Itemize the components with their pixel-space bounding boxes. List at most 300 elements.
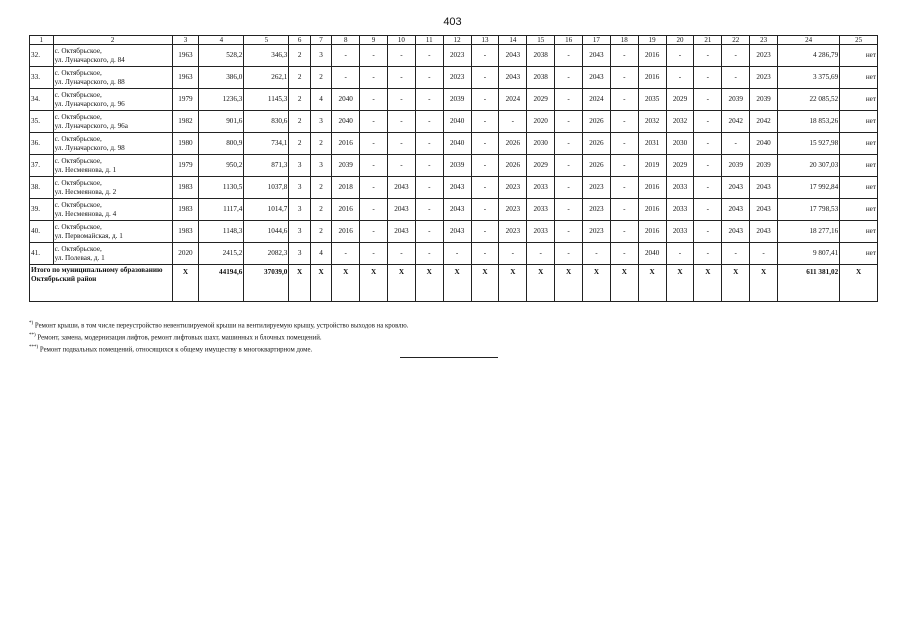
table-cell: 1236,3	[199, 89, 244, 111]
row-number: 39.	[30, 199, 54, 221]
table-cell: 2043	[499, 67, 527, 89]
table-cell: 2029	[666, 155, 694, 177]
table-cell: -	[694, 155, 722, 177]
table-cell: 950,2	[199, 155, 244, 177]
address-line: ул. Луначарского, д. 98	[54, 143, 125, 152]
address-line: с. Октябрьское,	[54, 91, 102, 100]
table-cell: 2043	[583, 67, 611, 89]
table-cell: 901,6	[199, 111, 244, 133]
table-cell: 2023	[443, 67, 471, 89]
table-cell: 528,2	[199, 45, 244, 67]
table-cell: -	[722, 243, 750, 265]
table-cell: 734,1	[244, 133, 289, 155]
column-number: 5	[244, 36, 289, 45]
row-number: 33.	[30, 67, 54, 89]
table-cell: 2038	[527, 45, 555, 67]
page-number: 403	[443, 16, 462, 28]
table-cell: 2030	[666, 133, 694, 155]
column-number: 12	[443, 36, 471, 45]
table-cell: 2	[289, 133, 310, 155]
total-cell: X	[387, 265, 415, 302]
address-line: ул. Несмеянова, д. 4	[54, 209, 117, 218]
table-cell: 2415,2	[199, 243, 244, 265]
table-cell: 17 992,84	[778, 177, 840, 199]
column-number: 9	[360, 36, 388, 45]
table-cell: -	[415, 45, 443, 67]
table-cell: 2023	[750, 67, 778, 89]
table-cell: 2043	[443, 221, 471, 243]
address-line: ул. Несмеянова, д. 1	[54, 165, 117, 174]
table-cell: 2023	[583, 221, 611, 243]
address-line: с. Октябрьское,	[54, 69, 102, 78]
table-cell: 22 085,52	[778, 89, 840, 111]
table-row	[30, 111, 878, 133]
table-cell: 2023	[499, 199, 527, 221]
table-header	[30, 36, 878, 45]
table-cell: 346,3	[244, 45, 289, 67]
table-cell: 1117,4	[199, 199, 244, 221]
table-cell: 2043	[750, 221, 778, 243]
total-cell: X	[471, 265, 499, 302]
table-cell: -	[387, 45, 415, 67]
table-cell: -	[610, 133, 638, 155]
table-cell: 2033	[666, 221, 694, 243]
table-cell: -	[666, 67, 694, 89]
table-cell: -	[583, 243, 611, 265]
table-cell: 2043	[443, 177, 471, 199]
row-number: 38.	[30, 177, 54, 199]
table-cell: -	[555, 177, 583, 199]
table-cell: -	[471, 177, 499, 199]
table-row	[30, 155, 878, 177]
table-cell: 2029	[666, 89, 694, 111]
table-cell: 2039	[443, 155, 471, 177]
table-row	[30, 243, 878, 265]
table-row	[30, 133, 878, 155]
table-cell: -	[332, 243, 360, 265]
table-cell: нет	[840, 67, 878, 89]
table-cell: -	[387, 67, 415, 89]
address-cell	[53, 177, 172, 199]
table-cell: 1044,6	[244, 221, 289, 243]
table-cell: 1130,5	[199, 177, 244, 199]
column-number: 18	[610, 36, 638, 45]
table-cell: -	[722, 133, 750, 155]
total-cell: X	[289, 265, 310, 302]
row-number: 32.	[30, 45, 54, 67]
table-cell: 2033	[666, 177, 694, 199]
table-cell: 2039	[750, 155, 778, 177]
table-cell: -	[360, 111, 388, 133]
table-cell: -	[360, 199, 388, 221]
table-cell: 2039	[332, 155, 360, 177]
table-cell: нет	[840, 45, 878, 67]
table-cell: 2029	[527, 155, 555, 177]
table-cell: -	[415, 155, 443, 177]
total-cell: X	[499, 265, 527, 302]
end-rule	[400, 357, 498, 358]
table-cell: 2023	[583, 199, 611, 221]
total-cell: X	[610, 265, 638, 302]
column-number: 22	[722, 36, 750, 45]
column-number: 13	[471, 36, 499, 45]
table-cell: 1014,7	[244, 199, 289, 221]
table-cell: нет	[840, 177, 878, 199]
total-cell: X	[172, 265, 199, 302]
total-cell: X	[443, 265, 471, 302]
table-cell: 2043	[750, 177, 778, 199]
address-cell	[53, 89, 172, 111]
table-cell: 2	[310, 221, 331, 243]
table-cell: -	[610, 45, 638, 67]
table-cell: -	[471, 199, 499, 221]
table-cell: 2042	[722, 111, 750, 133]
table-cell: -	[360, 177, 388, 199]
address-line: с. Октябрьское,	[54, 47, 102, 56]
table-cell: -	[471, 155, 499, 177]
address-cell	[53, 155, 172, 177]
column-number: 2	[53, 36, 172, 45]
table-cell: 871,3	[244, 155, 289, 177]
table-cell: -	[555, 199, 583, 221]
table-cell: -	[471, 89, 499, 111]
table-cell: 18 277,16	[778, 221, 840, 243]
table-cell: 2	[289, 67, 310, 89]
table-row	[30, 177, 878, 199]
table-cell: -	[694, 243, 722, 265]
table-cell: -	[471, 133, 499, 155]
table-cell: -	[415, 243, 443, 265]
table-cell: 2040	[332, 111, 360, 133]
table-row	[30, 67, 878, 89]
column-number: 25	[840, 36, 878, 45]
table-cell: 2	[289, 111, 310, 133]
table-cell: -	[415, 67, 443, 89]
table-cell: 2040	[443, 111, 471, 133]
table-cell: 2016	[638, 45, 666, 67]
table-cell: -	[415, 89, 443, 111]
table-cell: 3	[289, 155, 310, 177]
table-cell: -	[610, 89, 638, 111]
table-cell: -	[471, 221, 499, 243]
table-cell: -	[332, 45, 360, 67]
address-line: с. Октябрьское,	[54, 157, 102, 166]
table-cell: 2	[310, 177, 331, 199]
table-cell: 2031	[638, 133, 666, 155]
table-cell: -	[360, 45, 388, 67]
table-cell: -	[610, 67, 638, 89]
table-row	[30, 45, 878, 67]
table-cell: 1983	[172, 221, 199, 243]
table-cell: 2039	[722, 89, 750, 111]
total-cell: X	[750, 265, 778, 302]
address-line: ул. Луначарского, д. 88	[54, 77, 125, 86]
table-cell: -	[610, 221, 638, 243]
table-cell: 2023	[750, 45, 778, 67]
address-line: с. Октябрьское,	[54, 179, 102, 188]
address-line: ул. Луначарского, д. 96	[54, 99, 125, 108]
table-cell: -	[694, 89, 722, 111]
total-cell: X	[555, 265, 583, 302]
table-cell: 2020	[172, 243, 199, 265]
table-cell: 2043	[499, 45, 527, 67]
column-number: 11	[415, 36, 443, 45]
table-cell: нет	[840, 89, 878, 111]
table-cell: нет	[840, 221, 878, 243]
table-cell: 20 307,03	[778, 155, 840, 177]
table-cell: -	[555, 243, 583, 265]
table-cell: 1037,8	[244, 177, 289, 199]
table-cell: -	[694, 67, 722, 89]
footnote-1: *) Ремонт крыши, в том числе переустройство невентилируемой крыши на вентилируемую крышу, устройство выходов на кровлю.	[29, 321, 409, 330]
table-cell: -	[415, 133, 443, 155]
table-cell: 2016	[638, 67, 666, 89]
address-line: ул. Первомайская, д. 1	[54, 231, 123, 240]
address-cell	[53, 67, 172, 89]
table-cell: 2043	[722, 199, 750, 221]
table-cell: нет	[840, 243, 878, 265]
table-cell: -	[610, 111, 638, 133]
table-cell: 3 375,69	[778, 67, 840, 89]
address-cell	[53, 133, 172, 155]
capital-repair-table	[29, 35, 878, 302]
table-cell: 2016	[332, 221, 360, 243]
table-cell: 2043	[722, 177, 750, 199]
table-cell: 2018	[332, 177, 360, 199]
total-row	[30, 265, 878, 302]
table-cell: 800,9	[199, 133, 244, 155]
table-cell: 2043	[387, 199, 415, 221]
table-cell: -	[694, 133, 722, 155]
table-cell: 9 807,41	[778, 243, 840, 265]
table-cell: -	[471, 67, 499, 89]
table-cell: -	[694, 199, 722, 221]
table-cell: -	[387, 111, 415, 133]
table-cell: 2033	[527, 177, 555, 199]
table-cell: -	[666, 243, 694, 265]
table-cell: -	[360, 67, 388, 89]
table-cell: -	[750, 243, 778, 265]
table-cell: -	[387, 155, 415, 177]
table-cell: -	[694, 177, 722, 199]
table-cell: 3	[289, 243, 310, 265]
table-cell: 2026	[499, 155, 527, 177]
column-number: 3	[172, 36, 199, 45]
table-cell: 2043	[722, 221, 750, 243]
table-cell: -	[387, 133, 415, 155]
table-cell: -	[415, 111, 443, 133]
table-cell: 2016	[638, 177, 666, 199]
table-cell: 2023	[499, 221, 527, 243]
column-number: 14	[499, 36, 527, 45]
column-number: 8	[332, 36, 360, 45]
total-cell: X	[722, 265, 750, 302]
table-cell: 2026	[583, 155, 611, 177]
table-cell: 15 927,98	[778, 133, 840, 155]
table-row	[30, 89, 878, 111]
table-cell: 2039	[722, 155, 750, 177]
table-cell: -	[694, 111, 722, 133]
column-number: 1	[30, 36, 54, 45]
table-cell: 2	[310, 133, 331, 155]
total-cell: 44194,6	[199, 265, 244, 302]
table-cell: 2040	[443, 133, 471, 155]
column-number: 24	[778, 36, 840, 45]
table-cell: -	[360, 243, 388, 265]
row-number: 41.	[30, 243, 54, 265]
column-number: 4	[199, 36, 244, 45]
table-cell: 2032	[638, 111, 666, 133]
address-line: ул. Луначарского, д. 96а	[54, 121, 128, 130]
table-cell: -	[722, 45, 750, 67]
table-cell: 2040	[332, 89, 360, 111]
table-cell: -	[499, 111, 527, 133]
address-line: ул. Несмеянова, д. 2	[54, 187, 117, 196]
table-cell: 3	[289, 221, 310, 243]
table-cell: 2082,3	[244, 243, 289, 265]
table-cell: 2016	[332, 133, 360, 155]
table-cell: 2023	[499, 177, 527, 199]
table-cell: 3	[310, 45, 331, 67]
row-number: 35.	[30, 111, 54, 133]
address-cell	[53, 221, 172, 243]
column-number: 17	[583, 36, 611, 45]
total-label: Итого по муниципальному образованию Октябрьский район	[30, 265, 173, 302]
row-number: 37.	[30, 155, 54, 177]
table-cell: -	[387, 243, 415, 265]
table-cell: -	[555, 111, 583, 133]
total-cell: X	[415, 265, 443, 302]
table-cell: 386,0	[199, 67, 244, 89]
row-number: 36.	[30, 133, 54, 155]
total-cell: X	[638, 265, 666, 302]
column-number: 19	[638, 36, 666, 45]
column-number: 6	[289, 36, 310, 45]
total-cell: 611 381,02	[778, 265, 840, 302]
table-cell: 1145,3	[244, 89, 289, 111]
table-cell: -	[610, 243, 638, 265]
column-number: 10	[387, 36, 415, 45]
table-cell: 2026	[583, 111, 611, 133]
table-cell: 2030	[527, 133, 555, 155]
table-cell: 4	[310, 243, 331, 265]
table-cell: 2029	[527, 89, 555, 111]
table-cell: 2	[310, 199, 331, 221]
table-cell: -	[555, 221, 583, 243]
table-cell: 2043	[387, 177, 415, 199]
column-number: 20	[666, 36, 694, 45]
table-cell: 830,6	[244, 111, 289, 133]
table-cell: 3	[289, 177, 310, 199]
total-cell: X	[583, 265, 611, 302]
table-cell: -	[360, 89, 388, 111]
address-line: с. Октябрьское,	[54, 245, 102, 254]
table-cell: 2023	[583, 177, 611, 199]
address-line: с. Октябрьское,	[54, 113, 102, 122]
table-cell: -	[722, 67, 750, 89]
table-cell: 3	[310, 155, 331, 177]
table-cell: 1983	[172, 199, 199, 221]
table-cell: -	[471, 243, 499, 265]
table-cell: 2040	[750, 133, 778, 155]
table-cell: 2024	[499, 89, 527, 111]
table-cell: -	[610, 177, 638, 199]
table-cell: -	[610, 199, 638, 221]
total-cell: 37039,0	[244, 265, 289, 302]
table-cell: -	[415, 199, 443, 221]
table-cell: 2016	[332, 199, 360, 221]
table-cell: 2038	[527, 67, 555, 89]
table-cell: -	[555, 155, 583, 177]
address-cell	[53, 199, 172, 221]
address-cell	[53, 243, 172, 265]
table-cell: 3	[310, 111, 331, 133]
table-cell: 3	[289, 199, 310, 221]
table-cell: 2026	[499, 133, 527, 155]
table-cell: 262,1	[244, 67, 289, 89]
table-cell: 2033	[527, 221, 555, 243]
table-cell: нет	[840, 155, 878, 177]
table-cell: 2043	[443, 199, 471, 221]
total-cell: X	[360, 265, 388, 302]
row-number: 40.	[30, 221, 54, 243]
table-cell: 1979	[172, 155, 199, 177]
column-number: 7	[310, 36, 331, 45]
table-cell: 2039	[443, 89, 471, 111]
table-cell: 2033	[666, 199, 694, 221]
total-cell: X	[332, 265, 360, 302]
address-cell	[53, 45, 172, 67]
table-cell: 2035	[638, 89, 666, 111]
table-cell: 2	[310, 67, 331, 89]
table-cell: -	[527, 243, 555, 265]
total-cell: X	[840, 265, 878, 302]
table-cell: 2016	[638, 199, 666, 221]
footnote-2: **) Ремонт, замена, модернизация лифтов, ремонт лифтовых шахт, машинных и блочных помещений.	[29, 332, 322, 342]
table-cell: 2032	[666, 111, 694, 133]
table-cell: 2020	[527, 111, 555, 133]
table-cell: 2040	[638, 243, 666, 265]
table-cell: -	[666, 45, 694, 67]
table-cell: 1982	[172, 111, 199, 133]
address-line: с. Октябрьское,	[54, 201, 102, 210]
table-cell: -	[360, 155, 388, 177]
total-cell: X	[310, 265, 331, 302]
table-cell: 1148,3	[199, 221, 244, 243]
address-cell	[53, 111, 172, 133]
table-cell: 2026	[583, 133, 611, 155]
table-cell: 4	[310, 89, 331, 111]
table-cell: -	[694, 221, 722, 243]
table-cell: -	[694, 45, 722, 67]
table-cell: 2024	[583, 89, 611, 111]
table-cell: нет	[840, 199, 878, 221]
table-cell: 1980	[172, 133, 199, 155]
table-cell: -	[387, 89, 415, 111]
table-cell: -	[360, 221, 388, 243]
column-number: 15	[527, 36, 555, 45]
table-cell: -	[555, 45, 583, 67]
table-cell: -	[555, 89, 583, 111]
table-cell: 2016	[638, 221, 666, 243]
table-cell: 1963	[172, 45, 199, 67]
table-cell: 17 798,53	[778, 199, 840, 221]
table-cell: 2042	[750, 111, 778, 133]
table-cell: -	[443, 243, 471, 265]
table-cell: -	[332, 67, 360, 89]
table-cell: -	[471, 111, 499, 133]
footnote-3: ***) Ремонт подвальных помещений, относящихся к общему имуществу в многоквартирном доме.	[29, 344, 313, 353]
